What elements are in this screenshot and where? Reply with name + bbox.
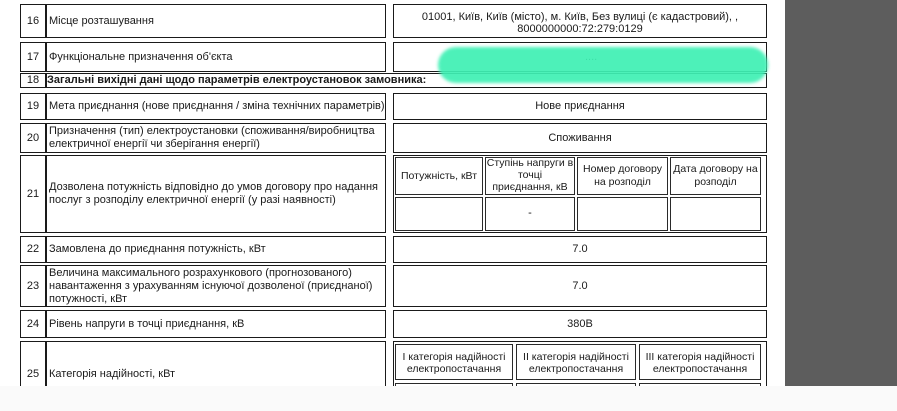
row-21-divider [45, 155, 47, 233]
row-21-label-line1: Дозволена потужність відповідно до умов договору про надання [49, 181, 378, 193]
row-25-header-category-3-l1: ІІІ категорія надійності [645, 351, 755, 363]
row-19-label: Мета приєднання (нове приєднання / зміна технічних параметрів) [49, 100, 385, 112]
viewer-bottom-strip [0, 386, 897, 411]
row-25-label: Категорія надійності, кВт [49, 368, 176, 380]
row-16-value-line2: 8000000000:72:279:0129 [517, 23, 643, 35]
row-25-header-category-3-l2: електропостачання [652, 363, 748, 375]
row-22-divider [45, 236, 47, 263]
row-20-label-line1: Призначення (тип) електроустановки (споживання/виробництва [49, 125, 375, 137]
row-25-header-category-2-l2: електропостачання [528, 363, 624, 375]
row-25-number: 25 [26, 368, 40, 380]
row-24-divider [45, 310, 47, 338]
row-21-header-contract-date-l2: розподіл [694, 176, 737, 188]
row-21-header-voltage-l1: Ступінь напруги в [486, 157, 574, 169]
row-23-value: 7.0 [572, 280, 588, 292]
redaction-highlight [438, 47, 768, 83]
row-25-header-category-1-l2: електропостачання [406, 363, 502, 375]
row-23-label-line1: Величина максимального розрахункового (прогнозованого) [49, 267, 352, 279]
row-24-number: 24 [26, 318, 40, 330]
row-22-value: 7.0 [572, 243, 588, 255]
row-18-number: 18 [26, 74, 40, 86]
row-24-value: 380В [567, 318, 593, 330]
row-21-value-contract-number [577, 197, 668, 231]
row-21-header-voltage-l3: приєднання, кВ [492, 181, 568, 193]
row-22-label: Замовлена до приєднання потужність, кВт [49, 243, 266, 255]
row-21-value-power [395, 197, 483, 231]
row-20-divider [45, 123, 47, 153]
row-20-label-line2: електричної енергії чи зберігання енергії) [49, 138, 260, 150]
row-18-label: Загальні вихідні дані щодо параметрів електроустановок замовника: [47, 74, 427, 86]
row-16-label: Місце розташування [49, 15, 154, 27]
row-21-label-line2: послуг з розподілу електричної енергії (у разі наявності) [49, 194, 336, 206]
row-21-header-contract-number-l2: на розподіл [594, 176, 651, 188]
row-16-number: 16 [26, 15, 40, 27]
row-19-number: 19 [26, 100, 40, 112]
row-19-divider [45, 93, 47, 120]
row-17-number: 17 [26, 51, 40, 63]
row-25-header-category-2-l1: ІІ категорія надійності [523, 351, 629, 363]
row-22-number: 22 [26, 243, 40, 255]
row-25-header-category-1-l1: І категорія надійності [402, 351, 506, 363]
row-23-label-line2: навантаження з урахуванням існуючої дозволеної (приєднаної) [49, 280, 373, 292]
row-16-divider [45, 4, 47, 38]
row-21-header-contract-number-l1: Номер договору [583, 163, 662, 175]
viewer-background [785, 0, 897, 386]
row-23-number: 23 [26, 280, 40, 292]
row-24-label: Рівень напруги в точці приєднання, кВ [49, 318, 245, 330]
row-21-header-power-text: Потужність, кВт [400, 170, 478, 182]
row-21-value-voltage-text: - [528, 207, 532, 219]
row-23-label-line3: потужності, кВт [49, 293, 128, 305]
row-21-header-contract-date-l1: Дата договору на [673, 163, 758, 175]
row-17-divider [45, 42, 47, 72]
row-21-header-voltage-l2: точці [517, 169, 543, 181]
row-19-value: Нове приєднання [535, 100, 625, 112]
row-20-value: Споживання [548, 132, 612, 144]
row-17-label: Функціональне призначення об'єкта [49, 51, 233, 63]
row-21-value-contract-date [670, 197, 761, 231]
row-16-value-line1: 01001, Київ, Київ (місто), м. Київ, Без вулиці (є кадастровий), , [421, 11, 739, 23]
row-21-number: 21 [26, 188, 40, 200]
row-23-divider [45, 265, 47, 307]
row-20-number: 20 [26, 132, 40, 144]
